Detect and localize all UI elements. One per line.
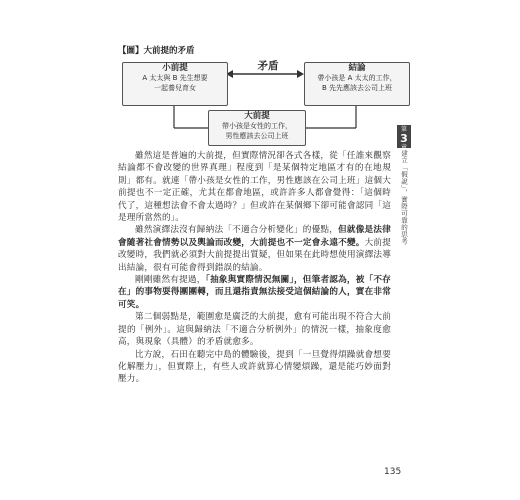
chapter-number: 3 [400,132,408,145]
conclusion-line: B 先先應該去公司上班 [321,83,393,92]
conflict-label: 矛盾 [257,60,279,72]
paragraph-text: 雖然演繹法沒有歸納法「不適合分析變化」的優點， [135,225,339,236]
paragraph-emphasis: 「抽象與實際情況無關」，但筆者認為，被「不存在」的事物耍得團團轉，而且還指責無法接受這個結論的人，實在非常可笑。 [118,275,391,310]
major-premise-box [208,110,306,146]
chapter-tab-prefix: 第 [400,126,407,133]
paragraph-text: 雖然這是普遍的大前提，但實際情況卻各式各樣，從「任誰來觀察結論都不會改變的世界真理」程度到「是某個特定地區才有的在地規則」都有。就連「帶小孩是女性的工作，男性應該在公司上班」這個大前提也不一定正確，尤其在都會地區，或許許多人都會覺得：「這個時代了，這種想法會不會太過時？」但或許在某個鄉下卻可能會認同「這是理所當然的」。 [118,151,391,224]
body-text [118,150,391,386]
paragraph-text: 比方說，石田在聽完中島的體驗後，提到「一旦覺得煩躁就會想要化解壓力」，但實際上，有些人或許就算心情變煩躁，還是能巧妙面對壓力。 [118,349,391,385]
chapter-tab [397,125,411,151]
paragraph-emphasis: 但就像是法律會隨著社會情勢以及輿論而改變，大前提也不一定會永遠不變。 [118,225,391,248]
paragraph-3 [118,274,391,311]
paragraph-text: 剛剛雖然有提過， [135,275,206,286]
chapter-vertical-title: 建立「假說」，實際可靠的思考 [400,150,408,245]
paragraph-text: 大前提改變時，我們就必須對大前提提出質疑，但如果在此時想使用演繹法導出結論，很有可能會得到錯誤的結論。 [118,237,391,273]
page-number: 135 [384,467,402,477]
paragraph-4 [118,311,391,348]
small-premise-box [122,62,228,106]
paragraph-1 [118,150,391,224]
paragraph-5 [118,349,391,386]
conclusion-line: 帶小孩是 A 太太的工作， [317,74,397,82]
chapter-tab-suffix: 章 [400,144,407,151]
small-premise-title: 小前提 [162,63,188,73]
conflict-arrow-right-head [297,70,304,78]
conclusion-box [304,62,410,106]
premise-diagram [118,58,408,142]
paragraph-2 [118,224,391,274]
figure-caption: 【圖】大前提的矛盾 [118,46,195,56]
small-premise-line: A 太太與 B 先生想要 [142,74,208,82]
major-premise-title: 大前提 [244,111,270,121]
small-premise-line: 一起養兒育女 [154,83,196,92]
paragraph-text: 第二個弱點是，範圍愈是廣泛的大前提，愈有可能出現不符合大前提的「例外」。這與歸納法「不適合分析例外」的情況一樣，抽象度愈高，與現象（具體）的矛盾就愈多。 [118,312,391,348]
major-premise-line: 帶小孩是女性的工作， [222,122,292,130]
conclusion-title: 結論 [348,63,366,73]
major-premise-line: 男性應該去公司上班 [225,131,289,140]
